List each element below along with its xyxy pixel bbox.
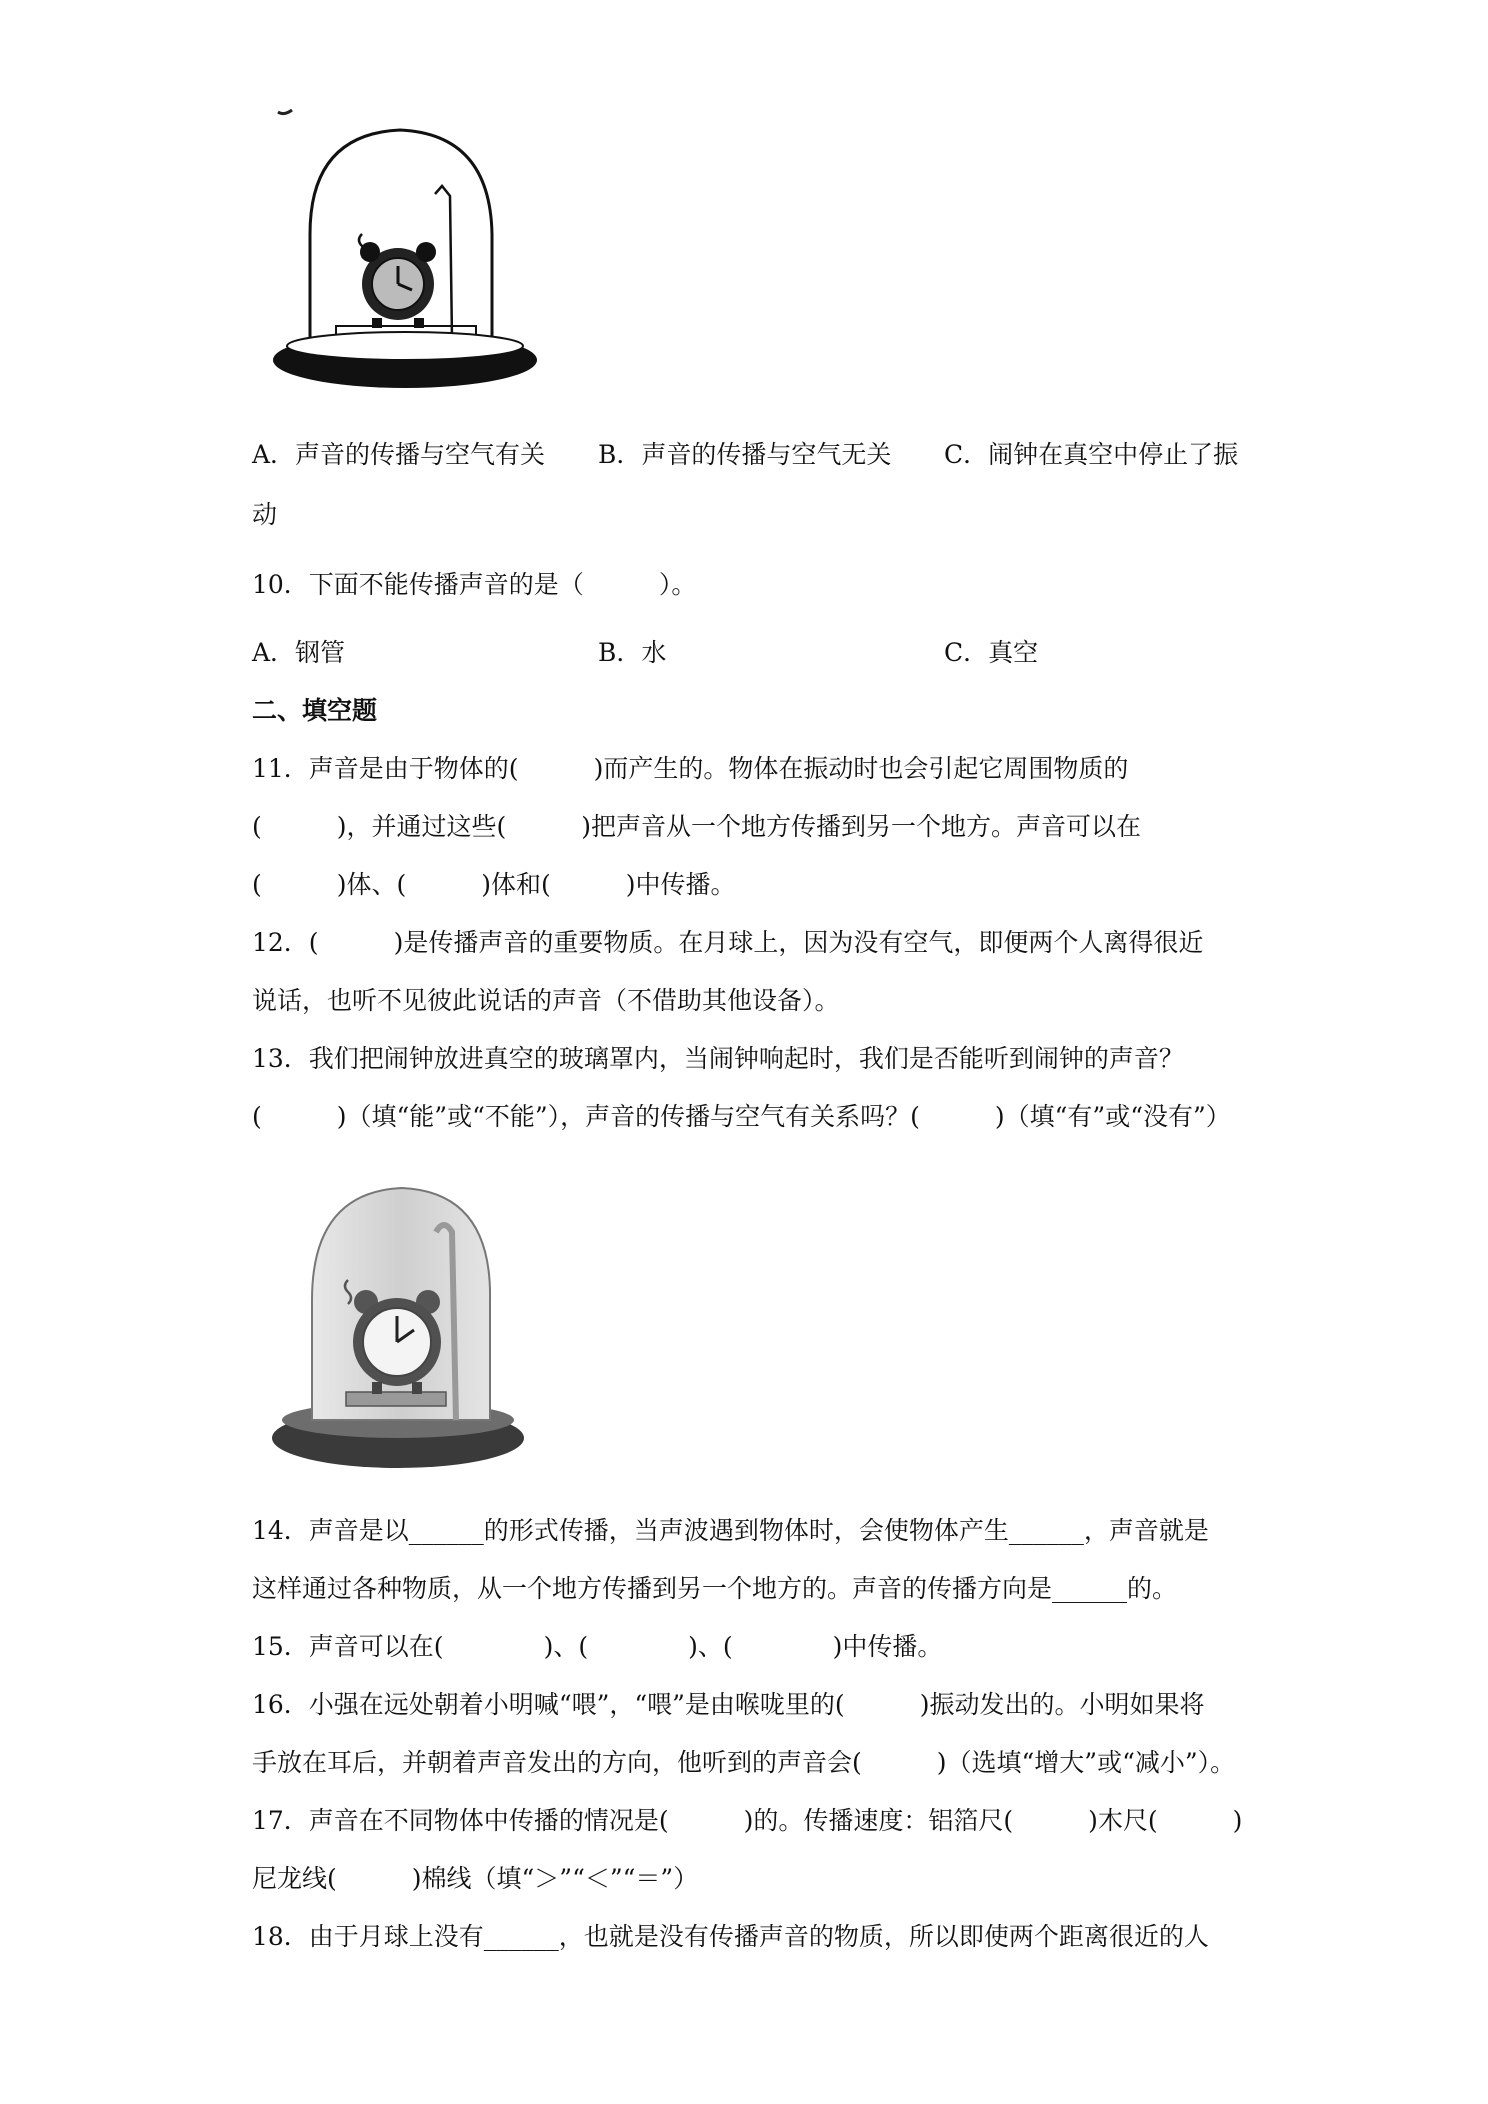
q10-option-c[interactable]: C．真空 [944,638,1039,667]
q17-line-2: 尼龙线( )棉线（填“＞”“＜”“＝”） [252,1864,699,1893]
q16-line-1: 16．小强在远处朝着小明喊“喂”，“喂”是由喉咙里的( )振动发出的。小明如果将 [252,1690,1205,1719]
q12-line-2: 说话，也听不见彼此说话的声音（不借助其他设备）。 [252,986,840,1015]
q9-option-b[interactable]: B．声音的传播与空气无关 [598,440,892,469]
q17-line-1: 17．声音在不同物体中传播的情况是( )的。传播速度：铝箔尺( )木尺( ) [252,1806,1243,1835]
q11-line-1: 11．声音是由于物体的( )而产生的。物体在振动时也会引起它周围物质的 [252,754,1129,783]
q10-option-a[interactable]: A．钢管 [252,638,346,667]
q16-line-2: 手放在耳后，并朝着声音发出的方向，他听到的声音会( )（选填“增大”或“减小”）。 [252,1748,1236,1777]
section-title-fill-blank: 二、填空题 [252,696,378,725]
q14-line-2: 这样通过各种物质，从一个地方传播到另一个地方的。声音的传播方向是______的。 [252,1574,1178,1603]
q15-line-1: 15．声音可以在( )、( )、( )中传播。 [252,1632,943,1661]
q18-line-1: 18．由于月球上没有______，也就是没有传播声音的物质，所以即使两个距离很近的人 [252,1922,1209,1951]
q9-option-c[interactable]: C．闹钟在真空中停止了振 [944,440,1239,469]
q12-line-1: 12．( )是传播声音的重要物质。在月球上，因为没有空气，即便两个人离得很近 [252,928,1204,957]
bell-jar-figure-1 [270,104,540,404]
q13-line-1: 13．我们把闹钟放进真空的玻璃罩内，当闹钟响起时，我们是否能听到闹钟的声音？ [252,1044,1184,1073]
q9-option-c-wrap: 动 [252,500,278,529]
q14-line-1: 14．声音是以______的形式传播，当声波遇到物体时，会使物体产生______，声音就是 [252,1516,1209,1545]
q10-stem: 10．下面不能传播声音的是（ ）。 [252,570,697,599]
q13-line-2: ( )（填“能”或“不能”），声音的传播与空气有关系吗？( )（填“有”或“没有”） [252,1102,1231,1131]
bell-jar-figure-2 [268,1170,528,1470]
q11-line-3: ( )体、( )体和( )中传播。 [252,870,736,899]
q9-option-a[interactable]: A．声音的传播与空气有关 [252,440,546,469]
q10-option-b[interactable]: B．水 [598,638,667,667]
q11-line-2: ( )，并通过这些( )把声音从一个地方传播到另一个地方。声音可以在 [252,812,1142,841]
